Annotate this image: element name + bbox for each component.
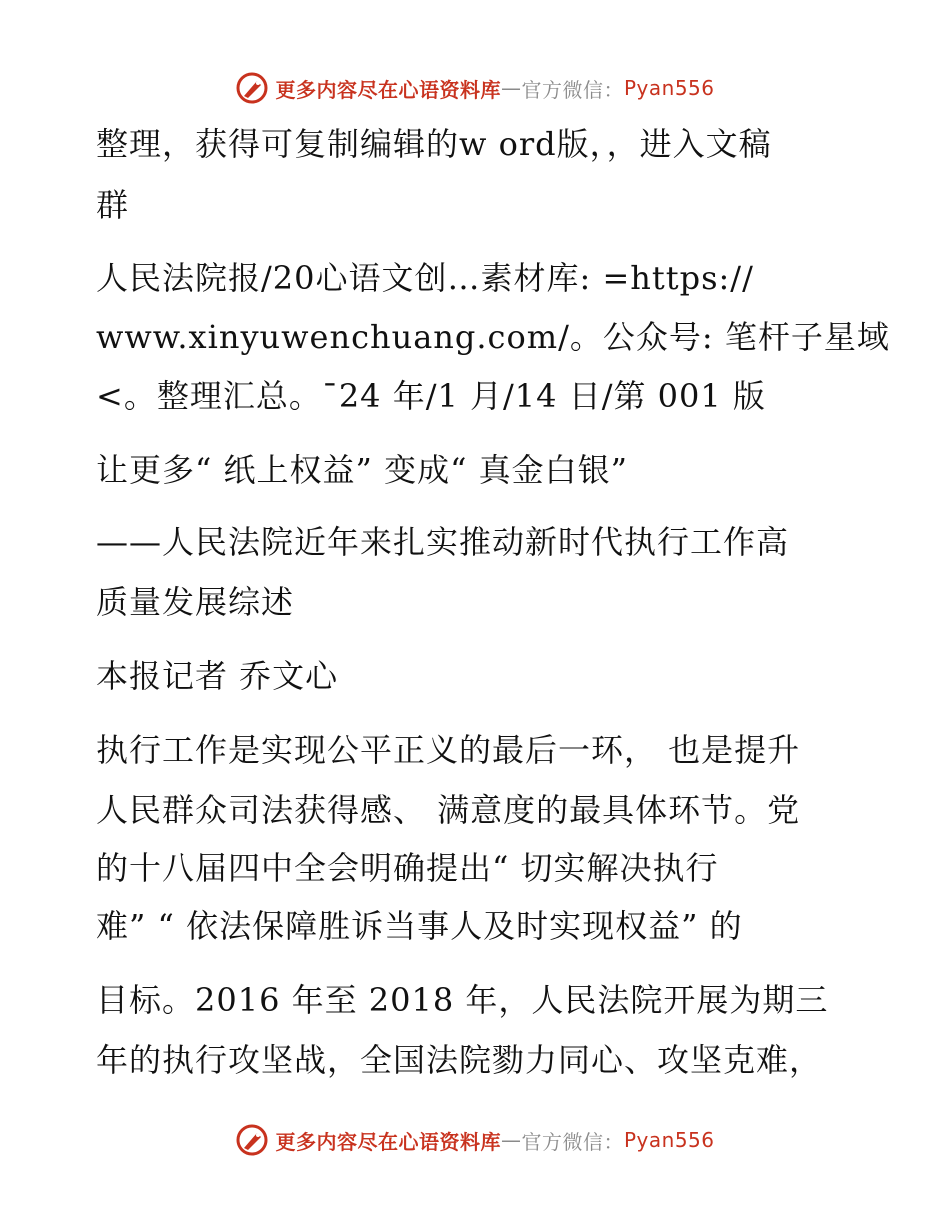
banner-official: 官方微信： (521, 77, 624, 102)
doc-line: www.xinyuwenchuang.com/。公众号: 笔杆子星域 (96, 318, 890, 356)
banner-wechat-id: Pyan556 (623, 76, 715, 100)
doc-line: <。整理汇总。¯24 年/1 月/14 日/第 001 版 (96, 377, 766, 415)
doc-line: 年的执行攻坚战，全国法院勠力同心、攻坚克难， (96, 1041, 823, 1079)
pen-nib-circle-logo-icon (235, 1123, 269, 1157)
doc-line: 执行工作是实现公平正义的最后一环， 也是提升 (96, 731, 801, 769)
banner-dash: — (500, 76, 522, 100)
doc-line: 群 (96, 186, 130, 224)
doc-line: 人民群众司法获得感、 满意度的最具体环节。党 (96, 791, 801, 829)
doc-line: 整理，获得可复制编辑的w ord版，，进入文稿 (96, 125, 772, 163)
doc-line: 目标。2016 年至 2018 年，人民法院开展为期三 (96, 981, 829, 1019)
banner-lead: 更多内容尽在心语资料库 (275, 77, 501, 102)
doc-line: 的十八届四中全会明确提出“ 切实解决执行 (96, 849, 719, 887)
doc-line: 本报记者 乔文心 (96, 657, 339, 695)
banner-official: 官方微信： (521, 1129, 624, 1154)
banner-wechat-id: Pyan556 (623, 1128, 715, 1152)
banner-dash: — (500, 1128, 522, 1152)
doc-line: 难” “ 依法保障胜诉当事人及时实现权益” 的 (96, 907, 743, 945)
header-banner (0, 68, 950, 108)
doc-line: 质量发展综述 (96, 583, 295, 621)
doc-line: 人民法院报/20心语文创…素材库: =https:// (96, 259, 754, 297)
doc-line: ——人民法院近年来扎实推动新时代执行工作高 (96, 523, 790, 561)
doc-line: 让更多“ 纸上权益” 变成“ 真金白银” (96, 451, 628, 489)
banner-lead: 更多内容尽在心语资料库 (275, 1129, 501, 1154)
footer-banner (0, 1120, 950, 1160)
pen-nib-circle-logo-icon (235, 71, 269, 105)
